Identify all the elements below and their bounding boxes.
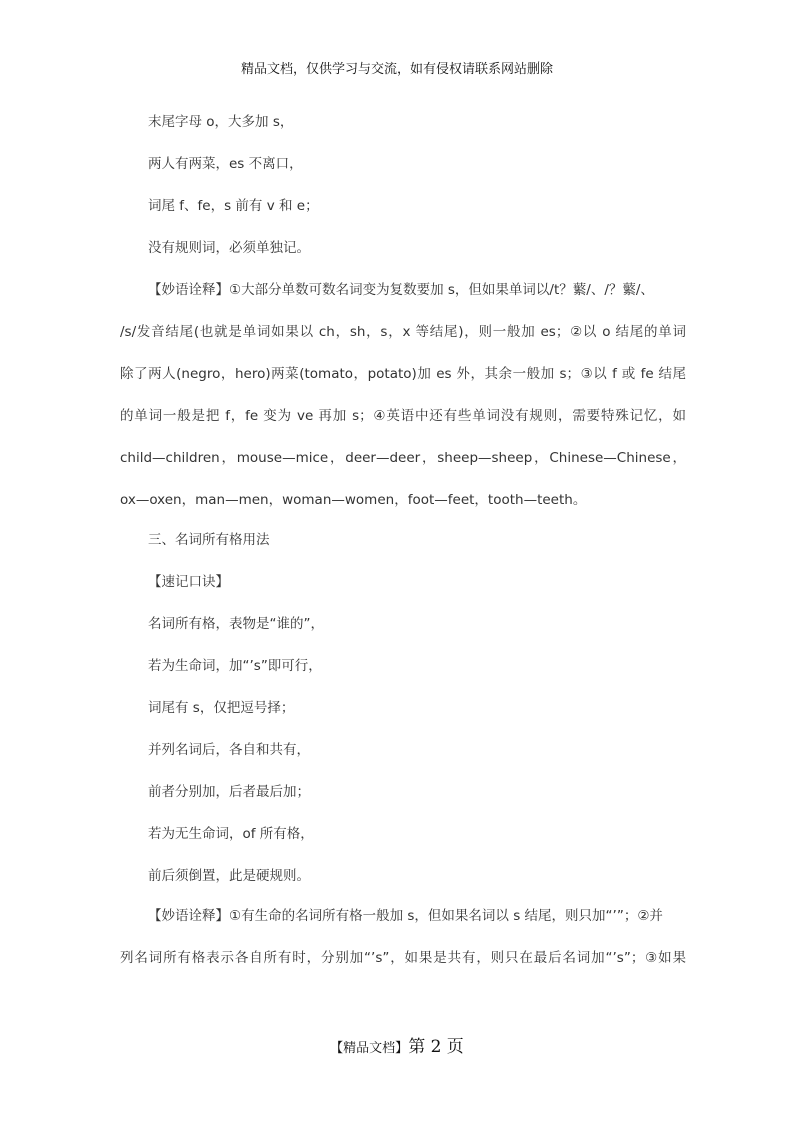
page-footer <box>0 1032 794 1057</box>
explanation-line: 【妙语诠释】①大部分单数可数名词变为复数要加 s，但如果单词以/t？蘩/、/？蘩/、 <box>148 282 654 298</box>
rhyme-line: 没有规则词，必须单独记。 <box>148 240 310 256</box>
rhyme-line: 末尾字母 o，大多加 s， <box>148 114 294 130</box>
rhyme-line: 词尾 f、fe，s 前有 v 和 e； <box>148 198 319 214</box>
page-header: 精品文档，仅供学习与交流，如有侵权请联系网站删除 <box>240 62 553 77</box>
mnemonic-label: 【速记口诀】 <box>148 574 229 590</box>
explanation-line: 【妙语诠释】①有生命的名词所有格一般加 s，但如果名词以 s 结尾，则只加“’”；②并 <box>148 908 663 924</box>
rhyme-line: 并列名词后，各自和共有， <box>148 742 310 758</box>
explanation-line: child—children，mouse—mice，deer—deer，sheep—sheep，Chinese—Chinese， <box>120 450 686 466</box>
rhyme-line: 两人有两菜，es 不离口， <box>148 156 303 172</box>
rhyme-line: 若为生命词，加“’s”即可行， <box>148 658 322 674</box>
rhyme-line: 名词所有格，表物是“谁的”， <box>148 616 324 632</box>
section-title: 三、名词所有格用法 <box>148 532 270 548</box>
rhyme-line: 若为无生命词，of 所有格， <box>148 826 314 842</box>
page-number: 第 2 页 <box>408 1037 464 1057</box>
explanation-line: /s/发音结尾(也就是单词如果以 ch，sh，s，x 等结尾)，则一般加 es；②以 o 结尾的单词 <box>120 324 686 340</box>
explanation-line: ox—oxen，man—men，woman—women，foot—feet，tooth—teeth。 <box>120 492 587 508</box>
explanation-line: 的单词一般是把 f，fe 变为 ve 再加 s；④英语中还有些单词没有规则，需要特殊记忆，如 <box>120 408 686 424</box>
rhyme-line: 词尾有 s，仅把逗号择； <box>148 700 295 716</box>
footer-tag: 【精品文档】 <box>330 1041 409 1056</box>
rhyme-line: 前后须倒置，此是硬规则。 <box>148 868 310 884</box>
explanation-line: 列名词所有格表示各自所有时，分别加“’s”，如果是共有，则只在最后名词加“’s”；③如果 <box>120 950 686 966</box>
rhyme-line: 前者分别加，后者最后加； <box>148 784 310 800</box>
explanation-line: 除了两人(negro，hero)两菜(tomato，potato)加 es 外，其余一般加 s；③以 f 或 fe 结尾 <box>120 366 686 382</box>
